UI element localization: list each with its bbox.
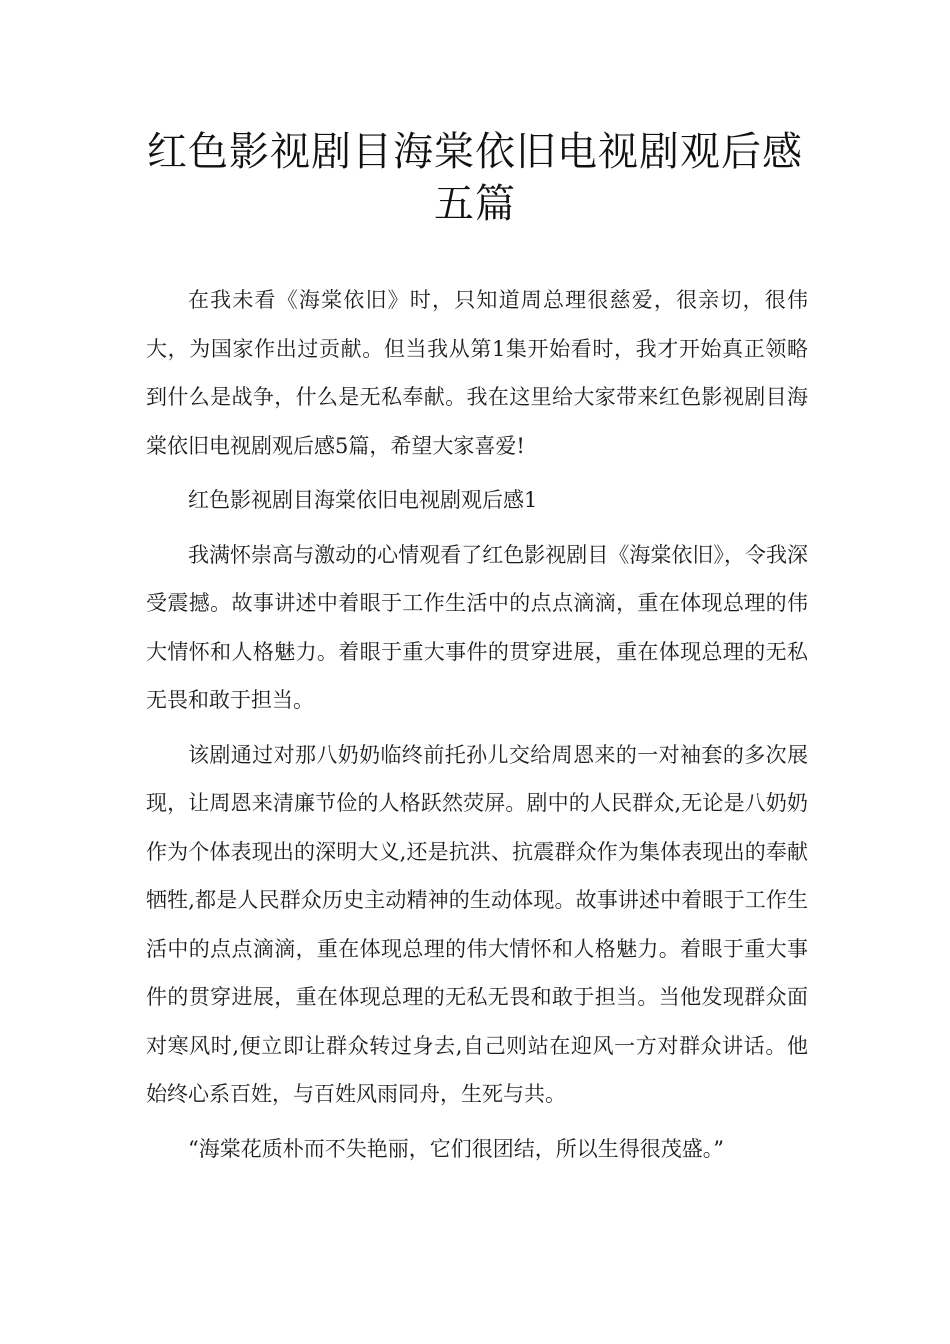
paragraph-quote: “海棠花质朴而不失艳丽，它们很团结，所以生得很茂盛。”: [188, 1136, 724, 1161]
document-title: 红色影视剧目海棠依旧电视剧观后感五篇: [147, 129, 803, 227]
document-body: [146, 276, 808, 1179]
paragraph-intro: 在我未看《海棠依旧》时，只知道周总理很慈爱，很亲切，很伟大，为国家作出过贡献。但当我从第1集开始看时，我才开始真正领略到什么是战争，什么是无私奉献。我在这里给大家带来红色影视剧目海棠依旧电视剧观后感5篇，希望大家喜爱!: [146, 288, 808, 458]
paragraph: 该剧通过对那八奶奶临终前托孙儿交给周恩来的一对袖套的多次展现，让周恩来清廉节俭的人格跃然荧屏。剧中的人民群众,无论是八奶奶作为个体表现出的深明大义,还是抗洪、抗震群众作为集体表现出的奉献牺牲,都是人民群众历史主动精神的生动体现。故事讲述中着眼于工作生活中的点点滴滴，重在体现总理的伟大情怀和人格魅力。着眼于重大事件的贯穿进展，重在体现总理的无私无畏和敢于担当。当他发现群众面对寒风时,便立即让群众转过身去,自己则站在迎风一方对群众讲话。他始终心系百姓，与百姓风雨同舟，生死与共。: [146, 742, 808, 1106]
paragraph: 我满怀崇高与激动的心情观看了红色影视剧目《海棠依旧》，令我深受震撼。故事讲述中着眼于工作生活中的点点滴滴，重在体现总理的伟大情怀和人格魅力。着眼于重大事件的贯穿进展，重在体现总理的无私无畏和敢于担当。: [146, 542, 808, 712]
section-heading: 红色影视剧目海棠依旧电视剧观后感1: [188, 488, 538, 512]
